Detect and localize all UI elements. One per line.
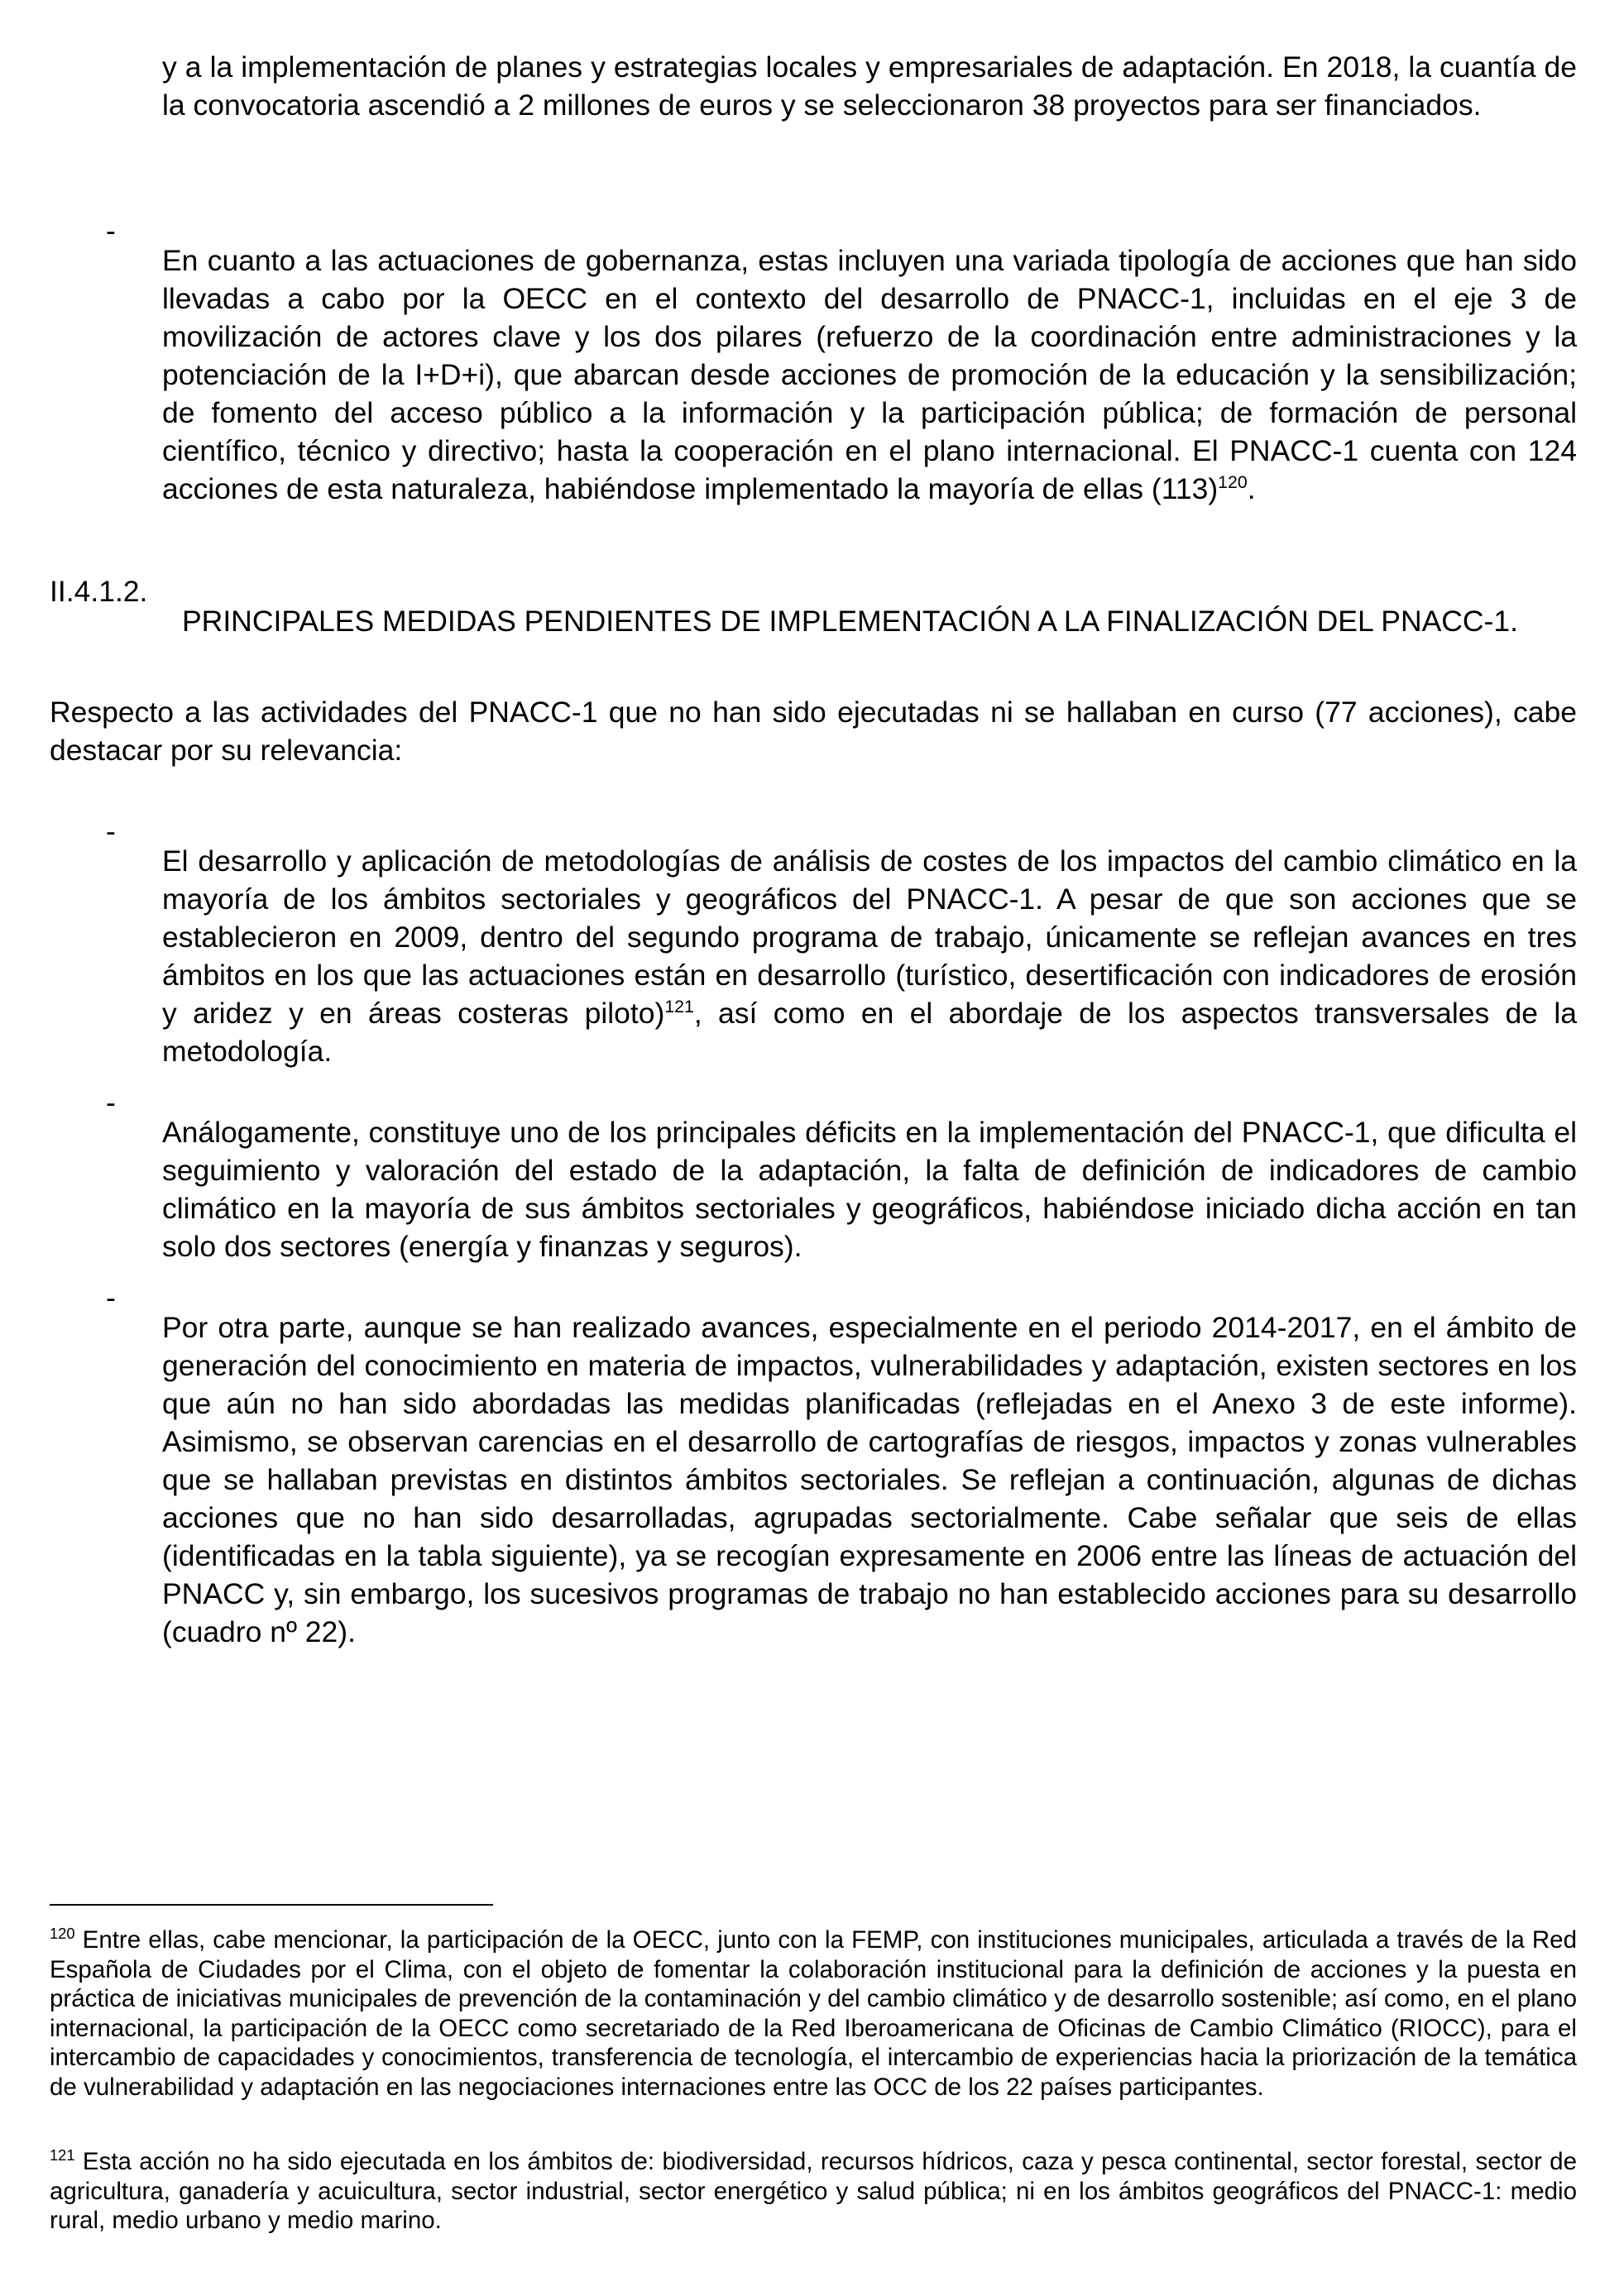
bullet-governance-text: En cuanto a las actuaciones de gobernanza, estas incluyen una variada tipología de acciones que han sido llevadas a cabo por la OECC en el contexto del desarrollo de PNACC-1, incluidas en el eje 3 de movilización de actores clave y los dos pilares (refuerzo de la coordinación entre administraciones y la potenciación de la I+D+i), que abarcan desde acciones de promoción de la educación y la sensibilización; de fomento del acceso público a la información y la participación pública; de formación de personal científico, técnico y directivo; hasta la cooperación en el plano internacional. El PNACC-1 cuenta con 124 acciones de esta naturaleza, habiéndose implementado la mayoría de ellas (113) (162, 243, 1577, 505)
footnote-121 (50, 2147, 1577, 2236)
footnote-number: 121 (50, 2146, 75, 2164)
bullet-dash: - (106, 214, 116, 247)
footnote-120 (50, 1925, 1577, 2102)
section-number: II.4.1.2. (50, 575, 148, 608)
bullet-text: Análogamente, constituye uno de los principales déficits en la implementación del PNACC-1, que dificulta el seguimiento y valoración del estado de la adaptación, la falta de definición de indicadores de cambio climático en la mayoría de sus ámbitos sectoriales y geográficos, habiéndose iniciado dicha acción en tan solo dos sectores (energía y finanzas y seguros). (162, 1115, 1577, 1263)
footnote-number: 120 (50, 1925, 75, 1943)
intro-continuation-text: y a la implementación de planes y estrategias locales y empresariales de adaptación. En 2018, la cuantía de la convocatoria ascendió a 2 millones de euros y se seleccionaron 38 proyectos para ser financiados. (162, 50, 1577, 122)
bullet-text (162, 242, 1577, 508)
bullet-item-indicators (106, 1083, 1577, 1294)
bullet-methodologies-text-a: El desarrollo y aplicación de metodologías de análisis de costes de los impactos del cambio climático en la mayoría de los ámbitos sectoriales y geográficos del PNACC-1. A pesar de que son acciones que se establecieron en 2009, dentro del segundo programa de trabajo, únicamente se reflejan avances en tres ámbitos en los que las actuaciones están en desarrollo (turístico, desertificación con indicadores de erosión y aridez y en áreas costeras piloto) (162, 844, 1577, 1030)
bullet-item-methodologies (106, 812, 1577, 1099)
intro-continuation-paragraph (162, 48, 1577, 124)
footnote-text: Entre ellas, cabe mencionar, la participación de la OECC, junto con la FEMP, con instituciones municipales, articulada a través de la Red Española de Ciudades por el Clima, con el objeto de fomentar la colaboración institucional para la definición de acciones y la puesta en práctica de iniciativas municipales de prevención de la contaminación y del cambio climático y de desarrollo sostenible; así como, en el plano internacional, la participación de la OECC como secretariado de la Red Iberoamericana de Oficinas de Cambio Climático (RIOCC), para el intercambio de capacidades y conocimientos, transferencia de tecnología, el intercambio de experiencias hacia la priorización de la temática de vulnerabilidad y adaptación en las negociaciones internaciones entre las OCC de los 22 países participantes. (50, 1926, 1577, 2101)
intro-paragraph (50, 693, 1577, 769)
intro-paragraph-text: Respecto a las actividades del PNACC-1 que no han sido ejecutadas ni se hallaban en curso (77 acciones), cabe destacar por su relevancia: (50, 696, 1577, 767)
footnote-ref-120[interactable]: 120 (1218, 471, 1248, 492)
bullet-text: Por otra parte, aunque se han realizado avances, especialmente en el periodo 2014-2017, en el ámbito de generación del conocimiento en materia de impactos, vulnerabilidades y adaptación, existen sectores en los que aún no han sido abordadas las medidas planificadas (reflejadas en el Anexo 3 de este informe). Asimismo, se observan carencias en el desarrollo de cartografías de riesgos, impactos y zonas vulnerables que se hallaban previstas en distintos ámbitos sectoriales. Se reflejan a continuación, algunas de dichas acciones que no han sido desarrolladas, agrupadas sectorialmente. Cabe señalar que seis de ellas (identificadas en la tabla siguiente), ya se recogían expresamente en 2006 entre las líneas de actuación del PNACC y, sin embargo, los sucesivos programas de trabajo no han establecido acciones para su desarrollo (cuadro nº 22). (162, 1310, 1577, 1648)
footnote-ref-121[interactable]: 121 (664, 996, 694, 1016)
footnote-text: Esta acción no ha sido ejecutada en los ámbitos de: biodiversidad, recursos hídricos, caza y pesca continental, sector forestal, sector de agricultura, ganadería y acuicultura, sector industrial, sector energético y salud pública; ni en los ámbitos geográficos del PNACC-1: medio rural, medio urbano y medio marino. (50, 2148, 1577, 2235)
bullet-governance-end: . (1247, 471, 1256, 505)
bullet-dash: - (106, 815, 116, 848)
bullet-methodologies-text-b: , así como en el abordaje de los aspectos transversales de la metodología. (162, 996, 1577, 1068)
bullet-item-governance (106, 212, 1577, 537)
bullet-dash: - (106, 1086, 116, 1119)
footnote-separator (50, 1904, 493, 1906)
section-heading (50, 572, 1577, 669)
bullet-item-knowledge (106, 1279, 1577, 1680)
section-title: PRINCIPALES MEDIDAS PENDIENTES DE IMPLEMENTACIÓN A LA FINALIZACIÓN DEL PNACC-1. (182, 604, 1518, 638)
bullet-text (162, 842, 1577, 1070)
bullet-dash: - (106, 1281, 116, 1314)
